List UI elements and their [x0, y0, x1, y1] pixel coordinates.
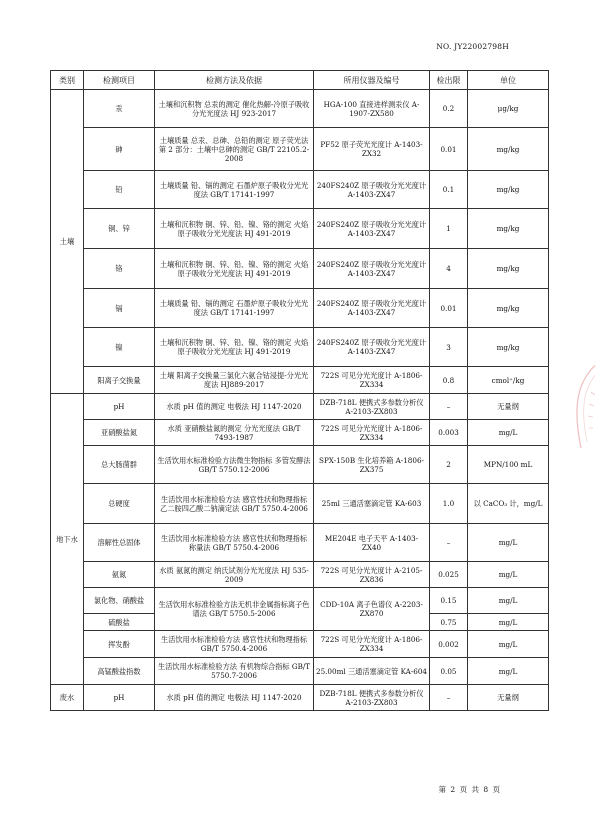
method-cell: 生活饮用水标准检验方法 感官性状和物理指标 乙二胺四乙酸二钠滴定法 GB/T 5750.4-2006	[155, 484, 314, 524]
unit-cell: mg/kg	[468, 209, 549, 249]
instrument-cell: PF52 原子荧光光度计 A-1403-ZX32	[314, 128, 430, 171]
test-methods-table	[50, 70, 549, 711]
unit-cell: mg/L	[468, 658, 549, 685]
category-soil: 土壤	[51, 90, 84, 394]
item-cell: 硫酸盐	[84, 614, 155, 631]
method-cell: 生活饮用水标准检验方法 感官性状和物理指标 称量法 GB/T 5750.4-2006	[155, 524, 314, 562]
method-cell: 土壤质量 铅、镉的测定 石墨炉原子吸收分光光度法 GB/T 17141-1997	[155, 289, 314, 328]
instrument-cell: DZB-718L 便携式多参数分析仪 A-2103-ZX803	[314, 394, 430, 420]
instrument-cell: 722S 可见分光光度计 A-1806-ZX334	[314, 420, 430, 446]
limit-cell: 0.003	[430, 420, 468, 446]
unit-cell: 以 CaCO₃ 计，mg/L	[468, 484, 549, 524]
limit-cell: 2	[430, 446, 468, 484]
unit-cell: mg/kg	[468, 249, 549, 289]
header-category: 类别	[51, 71, 84, 90]
method-cell: 土壤和沉积物 铜、锌、铅、镍、铬的测定 火焰原子吸收分光光度法 HJ 491-2019	[155, 209, 314, 249]
item-cell: 溶解性总固体	[84, 524, 155, 562]
limit-cell: 0.01	[430, 128, 468, 171]
unit-cell: 无量纲	[468, 685, 549, 711]
seal-stamp-fragment	[561, 352, 595, 452]
table-row	[51, 328, 549, 367]
unit-cell: mg/kg	[468, 289, 549, 328]
limit-cell: 0.15	[430, 588, 468, 614]
unit-cell: mg/L	[468, 588, 549, 614]
item-cell: 铬	[84, 249, 155, 289]
instrument-cell: 722S 可见分光光度计 A-2105-ZX836	[314, 562, 430, 588]
item-cell: 高锰酸盐指数	[84, 658, 155, 685]
table-header-row	[51, 71, 549, 90]
header-instrument: 所用仪器及编号	[314, 71, 430, 90]
item-cell: 总硬度	[84, 484, 155, 524]
item-cell: 氯化物、硝酸盐	[84, 588, 155, 614]
method-cell: 生活饮用水标准检验方法无机非金属指标离子色谱法 GB/T 5750.5-2006	[155, 588, 314, 631]
instrument-cell: 240FS240Z 原子吸收分光光度计 A-1403-ZX47	[314, 328, 430, 367]
item-cell: 汞	[84, 90, 155, 128]
limit-cell: –	[430, 524, 468, 562]
item-cell: 挥发酚	[84, 631, 155, 658]
table-row	[51, 562, 549, 588]
method-cell: 水质 pH 值的测定 电极法 HJ 1147-2020	[155, 394, 314, 420]
table-row	[51, 446, 549, 484]
method-cell: 水质 亚硝酸盐氮的测定 分光光度法 GB/T 7493-1987	[155, 420, 314, 446]
table-row	[51, 249, 549, 289]
unit-cell: cmol⁺/kg	[468, 367, 549, 394]
table-row	[51, 128, 549, 171]
header-method: 检测方法及依据	[155, 71, 314, 90]
method-cell: 土壤和沉积物 总汞的测定 催化热解-冷原子吸收分光光度法 HJ 923-2017	[155, 90, 314, 128]
limit-cell: 0.025	[430, 562, 468, 588]
instrument-cell: 25.00ml 三通活塞滴定管 KA-604	[314, 658, 430, 685]
unit-cell: mg/L	[468, 562, 549, 588]
page-footer: 第 2 页 共 8 页	[438, 785, 501, 794]
item-cell: 镉	[84, 289, 155, 328]
header-limit: 检出限	[430, 71, 468, 90]
method-cell: 生活饮用水标准检验方法 有机物综合指标 GB/T 5750.7-2006	[155, 658, 314, 685]
instrument-cell: SPX-150B 生化培养箱 A-1806-ZX375	[314, 446, 430, 484]
instrument-cell: 240FS240Z 原子吸收分光光度计 A-1403-ZX47	[314, 171, 430, 209]
table-row	[51, 484, 549, 524]
table-row	[51, 588, 549, 614]
instrument-cell: HGA-100 直接进样测汞仪 A-1907-ZX580	[314, 90, 430, 128]
method-cell: 土壤和沉积物 铜、锌、铅、镍、铬的测定 火焰原子吸收分光光度法 HJ 491-2019	[155, 249, 314, 289]
item-cell: 亚硝酸盐氮	[84, 420, 155, 446]
unit-cell: 无量纲	[468, 394, 549, 420]
limit-cell: 0.2	[430, 90, 468, 128]
item-cell: 铜、锌	[84, 209, 155, 249]
method-cell: 水质 pH 值的测定 电极法 HJ 1147-2020	[155, 685, 314, 711]
header-unit: 单位	[468, 71, 549, 90]
instrument-cell: 240FS240Z 原子吸收分光光度计 A-1403-ZX47	[314, 289, 430, 328]
table-row	[51, 289, 549, 328]
limit-cell: 0.01	[430, 289, 468, 328]
table-row	[51, 209, 549, 249]
table-row	[51, 524, 549, 562]
unit-cell: mg/kg	[468, 171, 549, 209]
limit-cell: 3	[430, 328, 468, 367]
table-row	[51, 685, 549, 711]
limit-cell: 0.75	[430, 614, 468, 631]
category-wastewater: 废水	[51, 685, 84, 711]
header-item: 检测项目	[84, 71, 155, 90]
instrument-cell: DZB-718L 便携式多参数分析仪 A-2103-ZX803	[314, 685, 430, 711]
category-groundwater: 地下水	[51, 394, 84, 685]
unit-cell: mg/kg	[468, 128, 549, 171]
table-row	[51, 420, 549, 446]
limit-cell: 1.0	[430, 484, 468, 524]
table-row	[51, 367, 549, 394]
instrument-cell: 240FS240Z 原子吸收分光光度计 A-1403-ZX47	[314, 209, 430, 249]
instrument-cell: 240FS240Z 原子吸收分光光度计 A-1403-ZX47	[314, 249, 430, 289]
instrument-cell: CDD-10A 离子色谱仪 A-2203-ZX870	[314, 588, 430, 631]
instrument-cell: ME204E 电子天平 A-1403-ZX40	[314, 524, 430, 562]
unit-cell: μg/kg	[468, 90, 549, 128]
table-row	[51, 658, 549, 685]
method-cell: 土壤质量 铅、镉的测定 石墨炉原子吸收分光光度法 GB/T 17141-1997	[155, 171, 314, 209]
limit-cell: 0.002	[430, 631, 468, 658]
unit-cell: mg/L	[468, 614, 549, 631]
instrument-cell: 722S 可见分光光度计 A-1806-ZX334	[314, 631, 430, 658]
unit-cell: mg/L	[468, 524, 549, 562]
limit-cell: 0.05	[430, 658, 468, 685]
instrument-cell: 722S 可见分光光度计 A-1806-ZX334	[314, 367, 430, 394]
method-cell: 土壤质量 总汞、总砷、总铅的测定 原子荧光法 第 2 部分：土壤中总砷的测定 GB/T 22105.2-2008	[155, 128, 314, 171]
method-cell: 土壤 阳离子交换量三氯化六氨合钴浸提-分光光度法 HJ889-2017	[155, 367, 314, 394]
table-row	[51, 631, 549, 658]
table-row	[51, 90, 549, 128]
limit-cell: 1	[430, 209, 468, 249]
unit-cell: mg/L	[468, 631, 549, 658]
item-cell: 总大肠菌群	[84, 446, 155, 484]
unit-cell: MPN/100 mL	[468, 446, 549, 484]
unit-cell: mg/L	[468, 420, 549, 446]
method-cell: 水质 氨氮的测定 纳氏试剂分光光度法 HJ 535-2009	[155, 562, 314, 588]
method-cell: 生活饮用水标准检验方法 感官性状和物理指标 GB/T 5750.4-2006	[155, 631, 314, 658]
limit-cell: 4	[430, 249, 468, 289]
item-cell: 镍	[84, 328, 155, 367]
item-cell: 阳离子交换量	[84, 367, 155, 394]
limit-cell: –	[430, 685, 468, 711]
item-cell: pH	[84, 685, 155, 711]
limit-cell: 0.8	[430, 367, 468, 394]
report-number: NO. JY22002798H	[436, 42, 509, 51]
item-cell: 铅	[84, 171, 155, 209]
method-cell: 土壤和沉积物 铜、锌、铅、镍、铬的测定 火焰原子吸收分光光度法 HJ 491-2019	[155, 328, 314, 367]
item-cell: pH	[84, 394, 155, 420]
unit-cell: mg/kg	[468, 328, 549, 367]
table-row	[51, 394, 549, 420]
table-row	[51, 171, 549, 209]
limit-cell: 0.1	[430, 171, 468, 209]
item-cell: 氨氮	[84, 562, 155, 588]
instrument-cell: 25ml 三通活塞滴定管 KA-603	[314, 484, 430, 524]
limit-cell: –	[430, 394, 468, 420]
method-cell: 生活饮用水标准检验方法微生物指标 多管发酵法 GB/T 5750.12-2006	[155, 446, 314, 484]
item-cell: 砷	[84, 128, 155, 171]
